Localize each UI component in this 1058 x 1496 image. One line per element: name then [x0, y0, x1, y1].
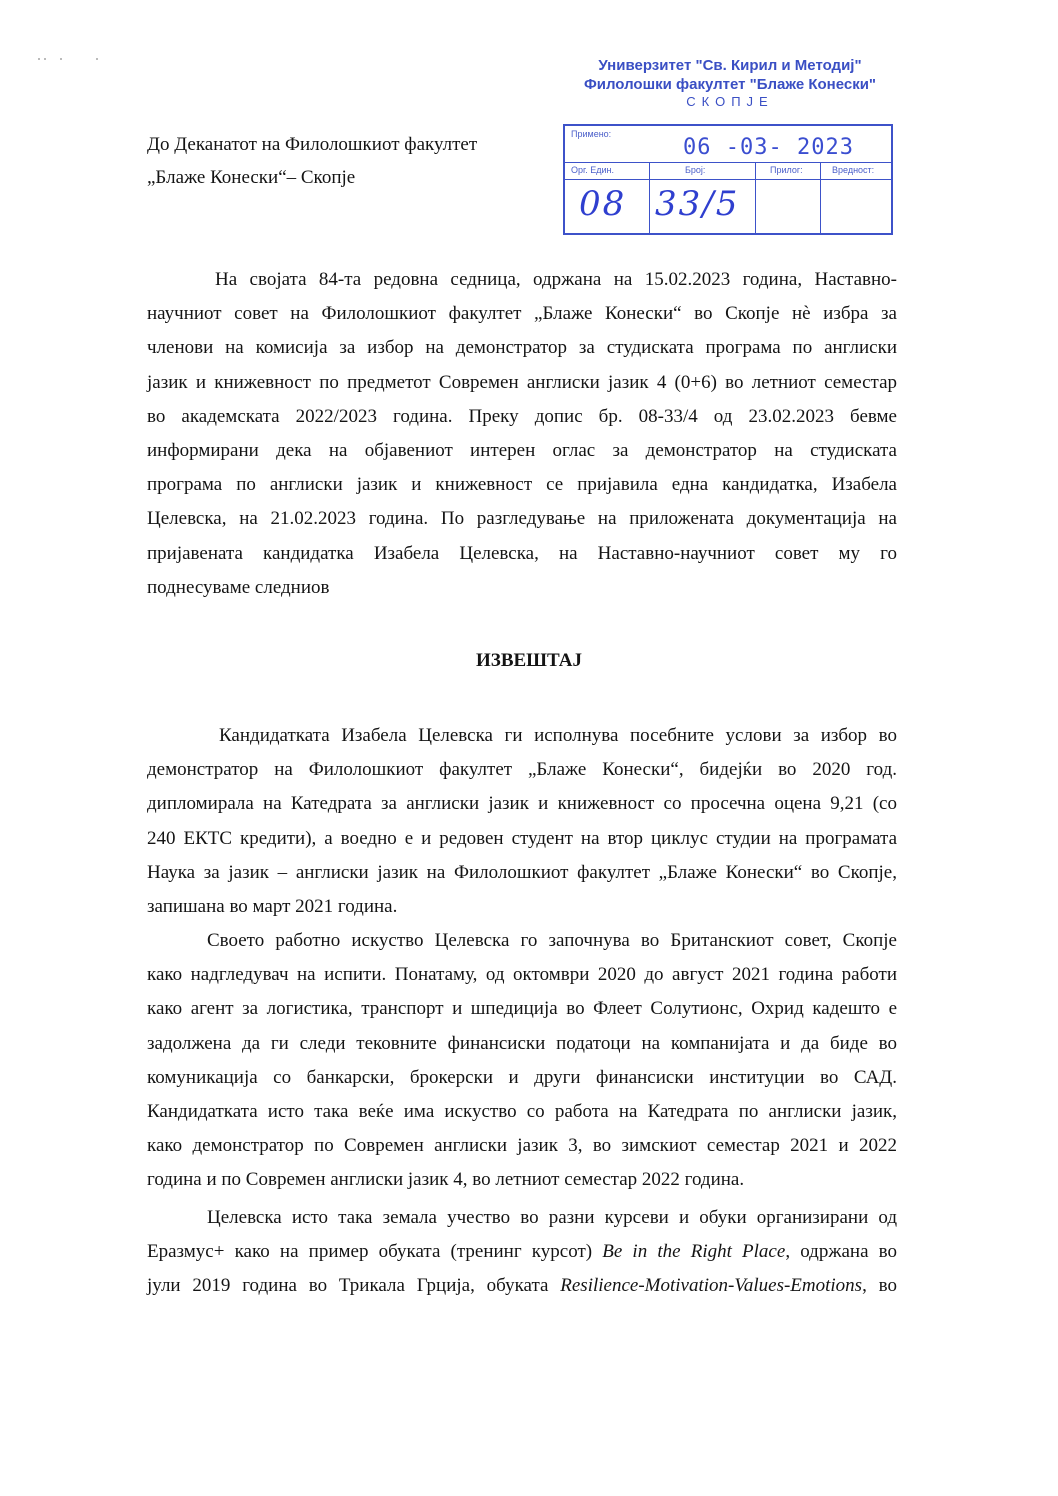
- text-line: запишана во март 2021 година.: [147, 896, 398, 918]
- stamp-divider: [755, 162, 756, 233]
- report-paragraph-3: [147, 1201, 897, 1304]
- stamp-faculty: Филолошки факултет "Блаже Конески": [583, 76, 877, 93]
- stamp-attachment-label: Прилог:: [770, 165, 803, 175]
- stamp-received-date: 06 -03- 2023: [683, 135, 854, 160]
- stamp-org-unit-label: Орг. Един.: [571, 165, 614, 175]
- stamp-university: Универзитет "Св. Кирил и Методиј": [598, 57, 862, 74]
- report-paragraph-1: [147, 719, 897, 924]
- text-line: Целевска, на 21.02.2023 година. По разгледување на приложената документација на: [147, 508, 897, 530]
- text-line: дипломирала на Катедрата за англиски јазик и книжевност со просечна оцена 9,21 (со: [147, 793, 897, 815]
- report-paragraph-2: [147, 924, 897, 1198]
- intro-paragraph: [147, 263, 897, 605]
- addressee-line: До Деканатот на Филолошкиот факултет: [147, 134, 478, 155]
- text-line: Кандидатката исто така веќе има искуство со работа на Катедрата по англиски јазик,: [147, 1101, 897, 1123]
- scan-speck: [38, 56, 108, 62]
- text-line: година и по Современ англиски јазик 4, во летниот семестар 2022 година.: [147, 1169, 745, 1191]
- text-fragment: , одржана во: [785, 1241, 897, 1263]
- text-line: програма по англиски јазик и книжевност се пријавила една кандидатка, Изабела: [147, 474, 897, 496]
- text-line: Целевска исто така земала учество во разни курсеви и обуки организирани од: [207, 1207, 897, 1228]
- stamp-header: [540, 56, 920, 110]
- stamp-number-handwritten: 33/5: [655, 184, 740, 224]
- stamp-labels-row: [565, 162, 891, 180]
- text-line: пријавената кандидатка Изабела Целевска, на Наставно-научниот совет му го: [147, 542, 897, 564]
- stamp-org-unit-handwritten: 08: [579, 184, 627, 224]
- stamp-received-label: Примено:: [571, 129, 612, 139]
- stamp-received-row: [565, 126, 891, 163]
- text-fragment: јули 2019 година во Трикала Грција, обуката: [147, 1275, 561, 1297]
- stamp-city: СКОПЈЕ: [686, 94, 774, 109]
- text-line: Кандидатката Изабела Целевска ги исполнува посебните услови за избор во: [219, 725, 897, 746]
- text-line: Своето работно искуство Целевска го започнува во Британскиот совет, Скопје: [207, 930, 897, 951]
- text-line: поднесуваме следниов: [147, 576, 330, 598]
- text-line: задолжена да ги следи тековните финансиски податоци на компанијата и да биде во: [147, 1032, 897, 1054]
- text-line: [147, 1235, 897, 1269]
- course-title: Resilience-Motivation-Values-Emotions: [560, 1275, 863, 1297]
- text-fragment: Еразмус+ како на пример обуката (тренинг курсот): [147, 1241, 603, 1263]
- text-line: [147, 1269, 897, 1303]
- text-line: информирани дека на објавениот интерен оглас за демонстратор на студиската: [147, 440, 897, 462]
- text-line: како надгледувач на испити. Понатаму, од октомври 2020 до август 2021 година работи: [147, 964, 897, 986]
- text-line: како демонстратор по Современ англиски јазик 3, во зимскиот семестар 2021 и 2022: [147, 1135, 897, 1157]
- text-line: јазик и книжевност по предметот Современ англиски јазик 4 (0+6) во летниот семестар: [147, 371, 897, 393]
- text-line: комуникација со банкарски, брокерски и други финансиски институции во САД.: [147, 1066, 897, 1088]
- stamp-value-label: Вредност:: [832, 165, 875, 175]
- text-line: научниот совет на Филолошкиот факултет „Блаже Конески“ во Скопје нè избра за: [147, 303, 897, 325]
- text-fragment: , во: [862, 1275, 897, 1297]
- course-title: Be in the Right Place: [602, 1241, 786, 1263]
- text-line: демонстратор на Филолошкиот факултет „Блаже Конески“, бидејќи во 2020 год.: [147, 759, 897, 781]
- report-title: ИЗВЕШТАЈ: [476, 650, 582, 671]
- text-line: како агент за логистика, транспорт и шпедиција во Флеет Солутионс, Охрид кадешто е: [147, 998, 897, 1020]
- stamp-divider: [649, 162, 650, 233]
- text-line: членови на комисија за избор на демонстратор за студиската програма по англиски: [147, 337, 897, 359]
- addressee-block: [147, 128, 477, 194]
- stamp-divider: [820, 162, 821, 233]
- text-line: Наука за јазик – англиски јазик на Филолошкиот факултет „Блаже Конески“ во Скопје,: [147, 861, 897, 883]
- text-line: На својата 84-та редовна седница, одржана на 15.02.2023 година, Наставно-: [215, 269, 897, 290]
- addressee-line: „Блаже Конески“– Скопје: [147, 167, 356, 188]
- text-line: во академската 2022/2023 година. Преку допис бр. 08-33/4 од 23.02.2023 бевме: [147, 405, 897, 427]
- registration-stamp: [563, 124, 893, 235]
- text-line: 240 ЕКТС кредити), а воедно е и редовен студент на втор циклус студии на програмата: [147, 827, 897, 849]
- stamp-number-label: Број:: [685, 165, 706, 175]
